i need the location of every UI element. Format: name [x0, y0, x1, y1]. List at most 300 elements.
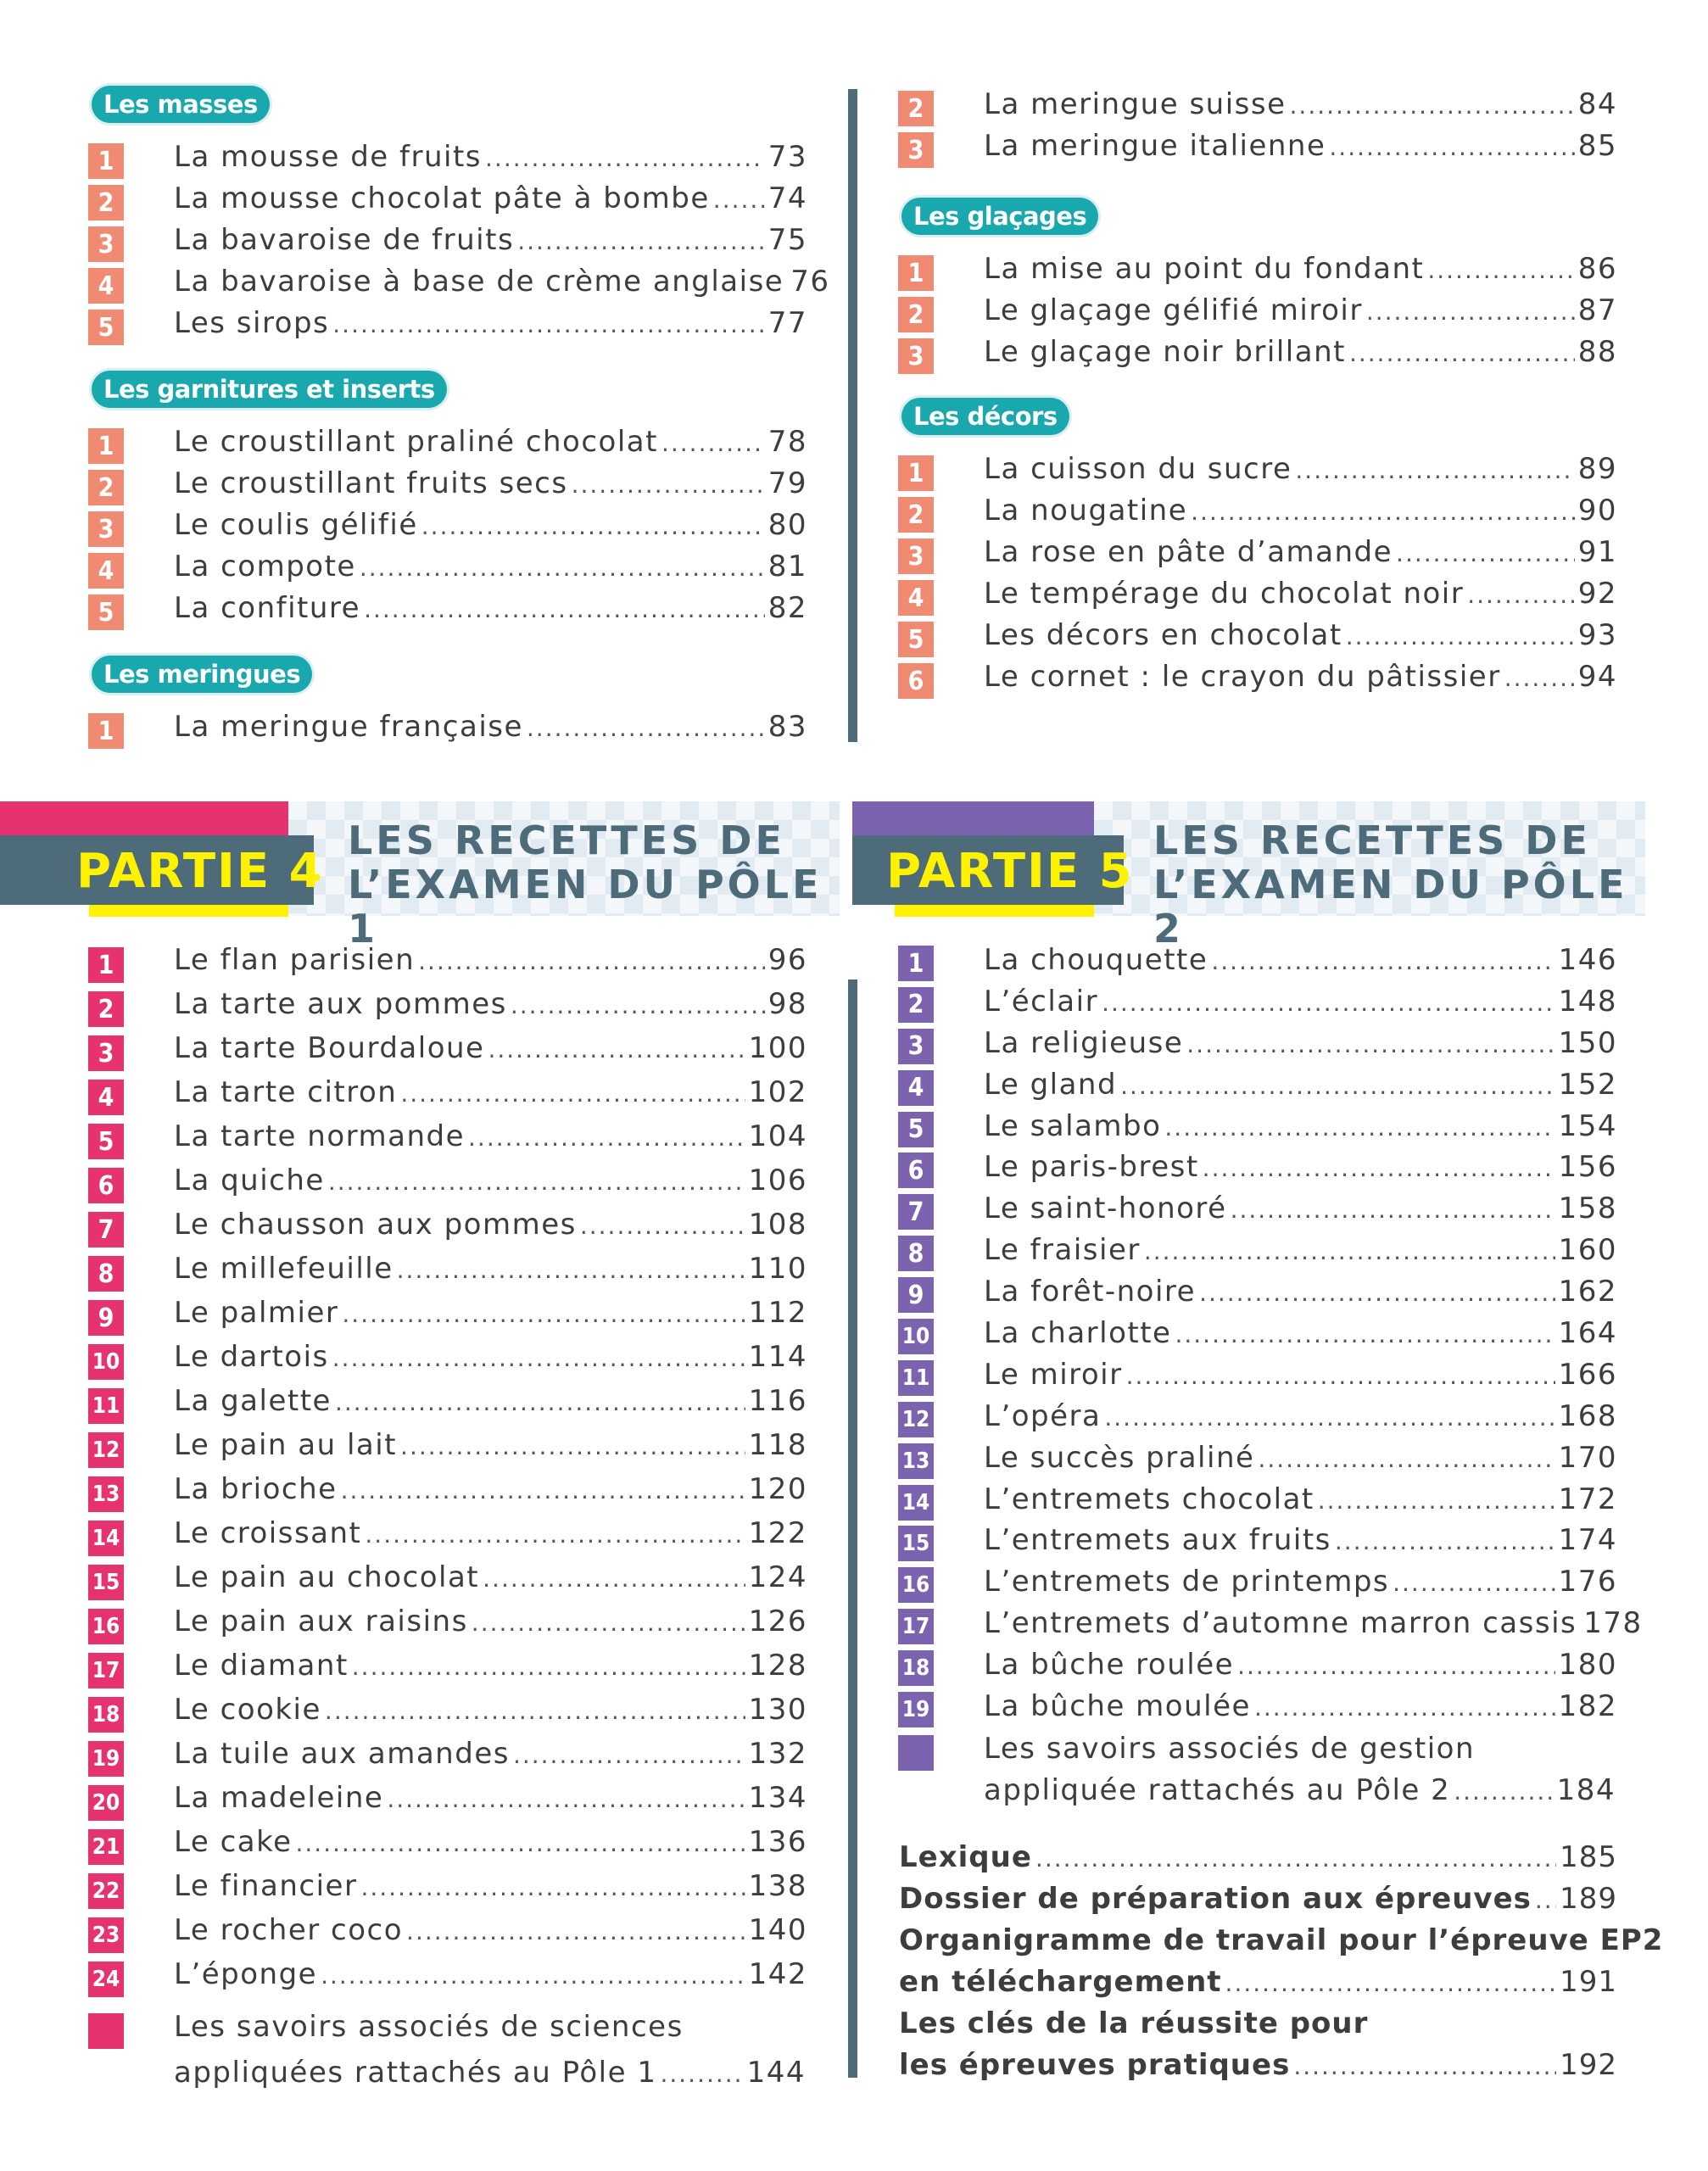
item-number-badge: 20 — [88, 1785, 124, 1821]
item-title: Le rocher coco — [174, 1913, 404, 1947]
appendix-item-line1[interactable]: Organigramme de travail pour l’épreuve EP2 — [899, 1923, 1664, 1957]
list-item[interactable] — [895, 535, 1617, 577]
dot-leader — [364, 595, 765, 623]
item-number-badge: 11 — [88, 1388, 124, 1424]
item-title: La quiche — [174, 1164, 325, 1197]
list-item[interactable] — [85, 306, 807, 348]
item-page-number: 116 — [748, 1384, 807, 1418]
list-masses — [85, 140, 830, 348]
list-item[interactable] — [895, 293, 1617, 335]
item-page-number: 86 — [1577, 252, 1617, 286]
item-number-badge: 8 — [898, 1236, 934, 1271]
dot-leader — [1504, 664, 1575, 692]
item-number-badge: 11 — [898, 1360, 934, 1396]
item-number-badge: 18 — [898, 1650, 934, 1686]
item-number-badge: 3 — [88, 1035, 124, 1071]
item-page-number: 146 — [1558, 943, 1617, 977]
item-title: La tarte normande — [174, 1119, 466, 1153]
item-title: Le financier — [174, 1869, 358, 1903]
item-page-number: 126 — [748, 1605, 807, 1638]
list-item[interactable] — [85, 1693, 807, 1737]
item-page-number: 90 — [1577, 494, 1617, 527]
item-page-number: 140 — [748, 1913, 807, 1947]
item-number-badge: 21 — [88, 1829, 124, 1865]
item-page-number: 154 — [1558, 1108, 1617, 1143]
item-number-badge: 7 — [88, 1212, 124, 1247]
section-title-garnitures: Les garnitures et inserts — [92, 371, 447, 408]
item-number-badge: 24 — [88, 1962, 124, 1997]
list-item[interactable] — [85, 1296, 807, 1340]
section-title-decors: Les décors — [901, 398, 1069, 435]
partie4-extra — [85, 2008, 807, 2101]
dot-leader — [511, 991, 765, 1019]
partie5-title-line1: LES RECETTES DE — [1153, 818, 1591, 863]
item-title: La mousse de fruits — [174, 140, 483, 174]
list-item[interactable] — [895, 985, 1617, 1026]
dot-leader — [335, 1388, 745, 1416]
dot-leader — [1203, 1154, 1555, 1182]
item-page-number: 158 — [1558, 1192, 1617, 1226]
item-number-badge: 1 — [88, 947, 124, 983]
dot-leader — [400, 1080, 745, 1108]
item-title: La tarte citron — [174, 1075, 398, 1109]
dot-leader — [1467, 581, 1575, 609]
dot-leader — [483, 1565, 745, 1593]
item-number-badge: 3 — [898, 132, 934, 168]
list-item[interactable] — [85, 1208, 807, 1252]
list-item[interactable] — [895, 577, 1617, 618]
item-title: La bavaroise de fruits — [174, 223, 515, 257]
list-item[interactable] — [895, 1192, 1617, 1233]
dot-leader — [1290, 92, 1575, 120]
appendix-item[interactable]: Dossier de préparation aux épreuves ..... 189 — [899, 1882, 1617, 1916]
dot-leader — [341, 1476, 745, 1504]
item-page-number: 128 — [748, 1649, 807, 1683]
item-number-badge: 4 — [898, 580, 934, 616]
item-title: L’éclair — [984, 984, 1099, 1019]
list-item[interactable] — [895, 1441, 1617, 1482]
item-title: L’entremets aux fruits — [984, 1523, 1331, 1558]
list-item[interactable] — [895, 452, 1617, 494]
dot-leader — [1191, 498, 1575, 526]
item-number-badge: 2 — [898, 987, 934, 1023]
dot-leader — [1254, 1694, 1555, 1722]
item-title: L’éponge — [174, 1957, 318, 1991]
item-title: La bavaroise à base de crème anglaise — [174, 265, 784, 299]
list-meringues — [85, 710, 807, 751]
list-item[interactable] — [85, 710, 807, 751]
item-number-badge: 1 — [898, 946, 934, 981]
item-page-number: 172 — [1558, 1482, 1617, 1516]
list-item[interactable] — [85, 1869, 807, 1913]
item-title: Le coulis gélifié — [174, 508, 418, 542]
dot-leader — [387, 1785, 745, 1813]
list-item[interactable] — [895, 1523, 1617, 1565]
list-item[interactable] — [895, 252, 1617, 293]
item-page-number: 73 — [767, 140, 807, 174]
item-page-number: 152 — [1558, 1067, 1617, 1102]
item-page-number: 110 — [748, 1252, 807, 1286]
item-number-badge: 14 — [898, 1485, 934, 1521]
item-page-number: 166 — [1558, 1357, 1617, 1392]
item-page-number: 96 — [767, 943, 807, 977]
item-number-badge: 19 — [88, 1741, 124, 1777]
list-item[interactable] — [85, 425, 807, 466]
list-item[interactable] — [895, 1026, 1617, 1068]
banner-yellow-band — [89, 905, 288, 917]
dot-leader — [488, 1035, 745, 1063]
list-item[interactable] — [85, 1737, 807, 1781]
item-number-badge: 17 — [898, 1609, 934, 1644]
list-item[interactable] — [895, 1275, 1617, 1316]
item-number-badge: 10 — [898, 1319, 934, 1354]
dot-leader — [360, 554, 765, 582]
item-title: La tuile aux amandes — [174, 1737, 510, 1771]
item-number-badge: 16 — [88, 1609, 124, 1644]
item-title: L’entremets chocolat — [984, 1482, 1314, 1516]
list-item[interactable] — [85, 466, 807, 508]
item-page-number: 124 — [748, 1560, 807, 1594]
partie4-title-line2: L’EXAMEN DU PÔLE 1 — [348, 862, 823, 952]
dot-leader — [1035, 1845, 1556, 1872]
item-title: La cuisson du sucre — [984, 452, 1292, 486]
list-item[interactable] — [895, 1606, 1643, 1648]
item-title: Les sirops — [174, 306, 330, 340]
list-item[interactable] — [85, 1605, 807, 1649]
partie4-extra-line1: Les savoirs associés de sciences — [174, 2010, 684, 2044]
top-left-column — [85, 81, 830, 759]
list-item[interactable] — [895, 618, 1617, 660]
item-page-number: 81 — [767, 550, 807, 583]
item-number-badge: 15 — [88, 1565, 124, 1600]
item-page-number: 142 — [748, 1957, 807, 1991]
item-page-number: 87 — [1577, 293, 1617, 327]
item-page-number: 88 — [1577, 335, 1617, 369]
item-number-badge: 16 — [898, 1567, 934, 1603]
item-number-badge: 2 — [88, 470, 124, 505]
item-number-badge: 4 — [88, 268, 124, 304]
list-item[interactable] — [85, 265, 830, 306]
list-item[interactable] — [895, 1233, 1617, 1275]
item-number-badge: 1 — [898, 455, 934, 491]
dot-leader — [1126, 1362, 1555, 1390]
partie5-extra-line1: Les savoirs associés de gestion — [984, 1732, 1475, 1766]
list-item[interactable] — [85, 1031, 807, 1075]
item-page-number: 182 — [1558, 1689, 1617, 1724]
item-number-badge: 13 — [898, 1443, 934, 1479]
list-item[interactable] — [895, 1648, 1617, 1689]
item-title: La galette — [174, 1384, 332, 1418]
item-number-badge: 5 — [88, 594, 124, 630]
item-title: Le succès praliné — [984, 1440, 1255, 1475]
item-page-number: 77 — [767, 306, 807, 340]
dot-leader — [1186, 1030, 1555, 1058]
item-number-badge: 6 — [88, 1168, 124, 1203]
item-page-number: 168 — [1558, 1398, 1617, 1433]
item-title: Le pain au lait — [174, 1428, 398, 1462]
appendix-item[interactable]: en téléchargement ..... 191 — [899, 1965, 1617, 1999]
item-title: Le palmier — [174, 1296, 339, 1330]
item-page-number: 106 — [748, 1164, 807, 1197]
dot-leader — [1366, 298, 1575, 326]
item-page-number: 138 — [748, 1869, 807, 1903]
section-title-meringues: Les meringues — [92, 656, 312, 693]
list-item[interactable] — [85, 1075, 807, 1119]
list-item[interactable] — [895, 1358, 1617, 1399]
item-page-number: 134 — [748, 1781, 807, 1815]
item-title: La religieuse — [984, 1025, 1184, 1060]
list-item[interactable] — [895, 335, 1617, 377]
dot-leader — [1295, 456, 1574, 484]
item-title: Le salambo — [984, 1108, 1162, 1143]
item-page-number: 170 — [1558, 1440, 1617, 1475]
list-item[interactable] — [895, 87, 1617, 129]
item-page-number: 80 — [767, 508, 807, 542]
item-page-number: 176 — [1558, 1565, 1617, 1599]
dot-leader — [342, 1300, 745, 1328]
list-item[interactable] — [85, 1516, 807, 1560]
item-title: Le croissant — [174, 1516, 362, 1550]
item-title: Le croustillant praliné chocolat — [174, 425, 658, 459]
dot-leader — [517, 227, 765, 255]
list-item[interactable] — [85, 1560, 807, 1605]
item-title: La madeleine — [174, 1781, 384, 1815]
magenta-square-icon — [88, 2013, 124, 2049]
item-page-number: 118 — [748, 1428, 807, 1462]
list-item[interactable] — [85, 1428, 807, 1472]
item-number-badge: 5 — [898, 1112, 934, 1147]
list-item[interactable] — [895, 1316, 1617, 1358]
dot-leader — [352, 1653, 745, 1681]
item-title: La brioche — [174, 1472, 338, 1506]
partie4-extra-line2: appliquées rattachés au Pôle 1 ..... 144 — [174, 2056, 806, 2090]
list-item[interactable] — [895, 943, 1617, 985]
list-glacages — [895, 252, 1617, 377]
item-page-number: 98 — [767, 987, 807, 1021]
dot-leader — [713, 186, 765, 214]
item-number-badge: 2 — [88, 991, 124, 1027]
item-title: Le glaçage noir brillant — [984, 335, 1346, 369]
item-page-number: 132 — [748, 1737, 807, 1771]
dot-leader — [360, 1873, 745, 1901]
item-number-badge: 3 — [898, 338, 934, 374]
list-item[interactable] — [895, 1482, 1617, 1524]
item-title: La nougatine — [984, 494, 1188, 527]
dot-leader — [1164, 1113, 1555, 1141]
item-title: La meringue suisse — [984, 87, 1287, 121]
list-item[interactable] — [895, 1068, 1617, 1109]
appendix-item-line1[interactable]: Les clés de la réussite pour — [899, 2006, 1369, 2040]
item-page-number: 79 — [767, 466, 807, 500]
item-number-badge: 23 — [88, 1917, 124, 1953]
item-page-number: 104 — [748, 1119, 807, 1153]
item-title: La charlotte — [984, 1316, 1172, 1351]
list-item[interactable] — [85, 1913, 807, 1957]
item-number-badge: 6 — [898, 1152, 934, 1188]
item-number-badge: 1 — [88, 428, 124, 464]
item-title: La tarte aux pommes — [174, 987, 507, 1021]
dot-leader — [296, 1829, 745, 1857]
item-number-badge: 9 — [88, 1300, 124, 1336]
item-number-badge: 5 — [88, 310, 124, 345]
item-page-number: 78 — [767, 425, 807, 459]
list-item[interactable] — [85, 508, 807, 550]
list-item[interactable] — [895, 129, 1617, 170]
item-number-badge: 5 — [898, 622, 934, 657]
dot-leader — [418, 947, 765, 975]
list-meringues-continued — [895, 87, 1617, 170]
dot-leader — [1258, 1445, 1555, 1473]
column-divider-bottom — [848, 979, 857, 2078]
item-title: Le paris-brest — [984, 1150, 1199, 1185]
list-item[interactable] — [85, 1119, 807, 1164]
item-title: La forêt-noire — [984, 1275, 1197, 1309]
list-garnitures — [85, 425, 807, 633]
item-number-badge: 1 — [898, 255, 934, 291]
dot-leader — [1335, 1527, 1555, 1555]
item-number-badge: 3 — [88, 226, 124, 262]
list-item[interactable] — [85, 1384, 807, 1428]
item-number-badge: 4 — [88, 1080, 124, 1115]
list-item[interactable] — [85, 1472, 807, 1516]
partie5-label: PARTIE 5 — [886, 844, 1134, 899]
item-number-badge: 10 — [88, 1344, 124, 1380]
list-item[interactable] — [85, 181, 807, 223]
item-number-badge: 22 — [88, 1873, 124, 1909]
item-page-number: 162 — [1558, 1275, 1617, 1309]
item-title: Les décors en chocolat — [984, 618, 1342, 652]
dot-leader — [400, 1432, 745, 1460]
item-title: La tarte Bourdaloue — [174, 1031, 485, 1065]
dot-leader — [1175, 1320, 1555, 1348]
dot-leader — [1393, 1569, 1555, 1597]
item-page-number: 108 — [748, 1208, 807, 1242]
item-title: L’entremets d’automne marron cassis — [984, 1606, 1577, 1641]
dot-leader — [1102, 989, 1555, 1017]
item-number-badge: 2 — [898, 297, 934, 332]
item-title: Le diamant — [174, 1649, 349, 1683]
dot-leader — [468, 1124, 745, 1152]
item-title: La compote — [174, 550, 356, 583]
appendix-item[interactable]: Lexique ..... 185 — [899, 1840, 1617, 1874]
dot-leader — [421, 512, 765, 540]
partie5-extra-line2: appliquée rattachés au Pôle 2 ..... 184 — [984, 1773, 1616, 1807]
list-partie5 — [895, 943, 1643, 1731]
banner-accent-pink — [0, 801, 288, 835]
item-title: La mise au point du fondant — [984, 252, 1425, 286]
item-page-number: 82 — [767, 591, 807, 625]
item-number-badge: 13 — [88, 1476, 124, 1512]
top-right-column — [895, 81, 1616, 759]
item-number-badge: 4 — [898, 1070, 934, 1106]
item-title: L’opéra — [984, 1398, 1102, 1433]
item-page-number: 150 — [1558, 1025, 1617, 1060]
item-page-number: 148 — [1558, 984, 1617, 1019]
item-page-number: 120 — [748, 1472, 807, 1506]
list-item[interactable] — [85, 591, 807, 633]
item-number-badge: 15 — [898, 1526, 934, 1561]
list-item[interactable] — [85, 1252, 807, 1296]
item-page-number: 102 — [748, 1075, 807, 1109]
list-item[interactable] — [85, 943, 807, 987]
dot-leader — [1104, 1404, 1555, 1432]
item-title: Le glaçage gélifié miroir — [984, 293, 1363, 327]
item-title: Le fraisier — [984, 1233, 1141, 1268]
item-title: Le cornet : le crayon du pâtissier — [984, 660, 1501, 694]
list-item[interactable] — [895, 1399, 1617, 1441]
item-title: Le dartois — [174, 1340, 329, 1374]
list-item[interactable] — [895, 660, 1617, 701]
dot-leader — [1211, 947, 1555, 975]
item-page-number: 84 — [1577, 87, 1617, 121]
list-item[interactable] — [895, 1150, 1617, 1192]
list-item[interactable] — [85, 1781, 807, 1825]
list-partie4 — [85, 943, 807, 2001]
item-page-number: 94 — [1577, 660, 1617, 694]
item-page-number: 85 — [1577, 129, 1617, 163]
item-number-badge: 18 — [88, 1697, 124, 1733]
list-item[interactable] — [895, 494, 1617, 535]
list-item[interactable] — [85, 550, 807, 591]
item-page-number: 92 — [1577, 577, 1617, 611]
list-item[interactable] — [85, 1957, 807, 2001]
list-item[interactable] — [85, 223, 807, 265]
item-page-number: 76 — [790, 265, 830, 299]
item-title: Le gland — [984, 1067, 1118, 1102]
list-item[interactable] — [85, 1649, 807, 1693]
appendix-item[interactable]: les épreuves pratiques ..... 192 — [899, 2048, 1617, 2082]
dot-leader — [332, 310, 764, 338]
list-item[interactable] — [85, 1164, 807, 1208]
dot-leader — [1293, 2052, 1556, 2080]
item-number-badge: 12 — [898, 1402, 934, 1437]
partie5-extra — [895, 1730, 1617, 1823]
partie4-title-line1: LES RECETTES DE — [348, 818, 785, 863]
list-decors — [895, 452, 1617, 701]
dot-leader — [1318, 1487, 1555, 1515]
dot-leader — [406, 1917, 745, 1945]
item-number-badge: 5 — [88, 1124, 124, 1159]
item-number-badge: 9 — [898, 1277, 934, 1313]
list-item[interactable] — [85, 140, 807, 181]
item-page-number: 83 — [767, 710, 807, 744]
list-item[interactable] — [895, 1565, 1617, 1606]
item-title: Le pain aux raisins — [174, 1605, 468, 1638]
list-item[interactable] — [85, 987, 807, 1031]
item-page-number: 130 — [748, 1693, 807, 1727]
item-page-number: 112 — [748, 1296, 807, 1330]
dot-leader — [472, 1609, 745, 1637]
dot-leader — [325, 1697, 745, 1725]
list-item[interactable] — [85, 1340, 807, 1384]
list-item[interactable] — [85, 1825, 807, 1869]
dot-leader — [661, 429, 765, 457]
list-item[interactable] — [895, 1109, 1617, 1151]
list-item[interactable] — [895, 1689, 1617, 1731]
item-number-badge: 2 — [898, 91, 934, 126]
dot-leader — [397, 1256, 745, 1284]
item-title: L’entremets de printemps — [984, 1565, 1390, 1599]
item-page-number: 178 — [1583, 1606, 1643, 1641]
item-title: La meringue italienne — [984, 129, 1326, 163]
dot-leader — [328, 1168, 745, 1196]
purple-square-icon — [898, 1735, 934, 1771]
dot-leader — [1120, 1072, 1555, 1100]
dot-leader — [1329, 133, 1574, 161]
item-page-number: 136 — [748, 1825, 807, 1859]
item-page-number: 180 — [1558, 1648, 1617, 1683]
item-page-number: 74 — [767, 181, 807, 215]
